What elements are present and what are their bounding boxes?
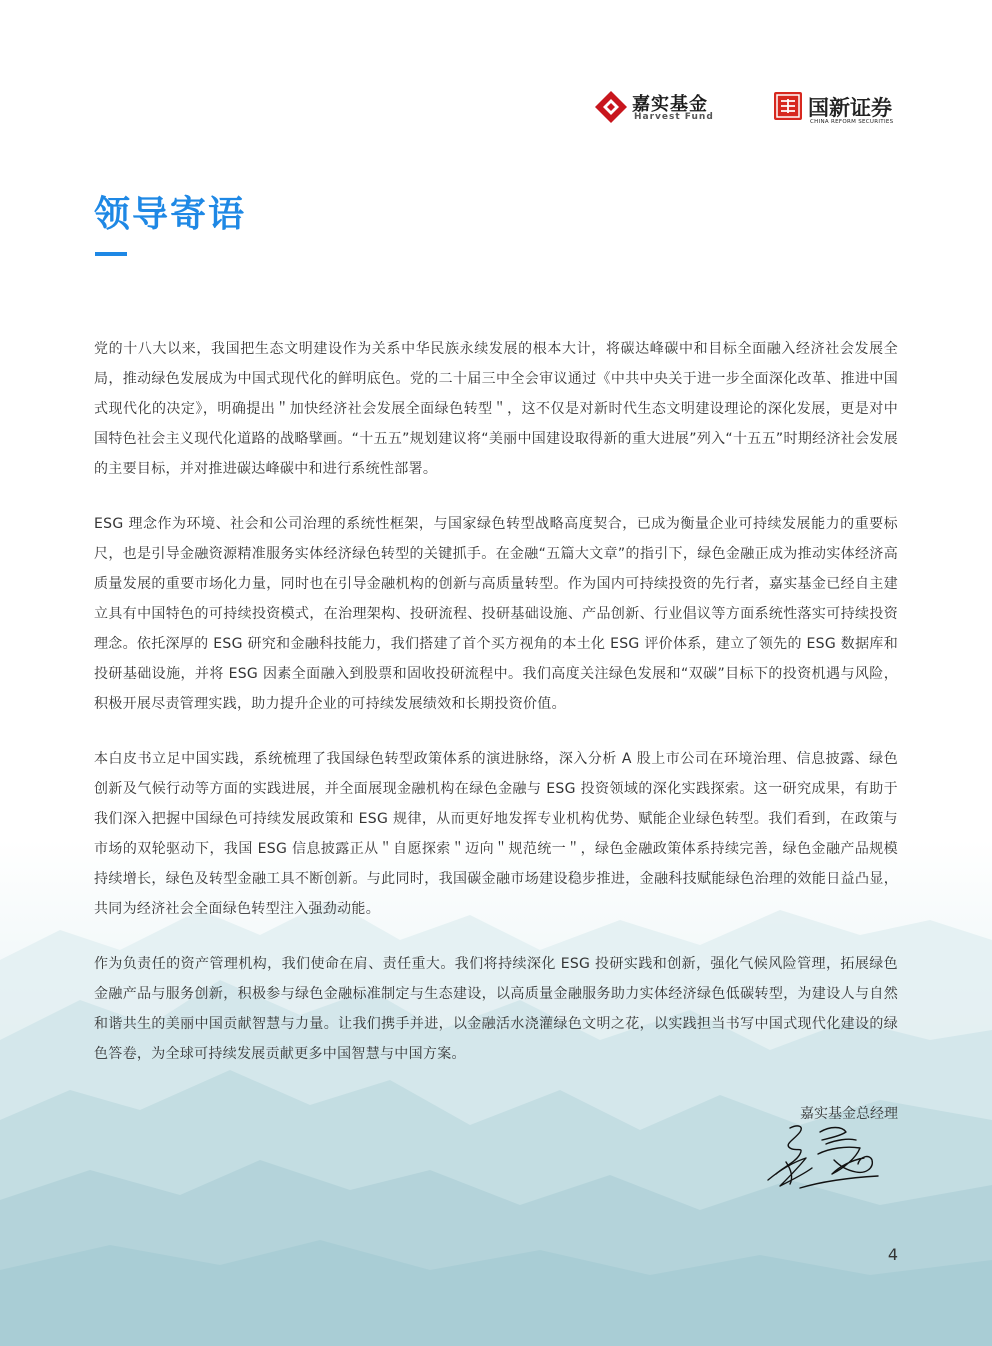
page-number: 4	[887, 1245, 898, 1264]
paragraph: 党的十八大以来，我国把生态文明建设作为关系中华民族永续发展的根本大计，将碳达峰碳中和目标全面融入经济社会发展全局，推动绿色发展成为中国式现代化的鲜明底色。党的二十届三中全会审议通过《中共中央关于进一步全面深化改革、推进中国式现代化的决定》，明确提出＂加快经济社会发展全面绿色转型＂，这不仅是对新时代生态文明建设理论的深化发展，更是对中国特色社会主义现代化道路的战略擘画。“十五五”规划建议将“美丽中国建设取得新的重大进展”列入“十五五”时期经济社会发展的主要目标，并对推进碳达峰碳中和进行系统性部署。	[94, 341, 898, 477]
harvest-diamond-icon	[594, 90, 628, 124]
china-reform-securities-logo	[774, 92, 904, 128]
page-title: 领导寄语	[94, 194, 247, 235]
china-reform-seal-icon	[774, 92, 802, 120]
handwritten-signature	[760, 1118, 890, 1194]
china-reform-logo-en: CHINA REFORM SECURITIES	[810, 119, 894, 125]
harvest-logo-en: Harvest Fund	[634, 112, 714, 122]
message-body	[94, 334, 898, 1094]
paragraph: 作为负责任的资产管理机构，我们使命在肩、责任重大。我们将持续深化 ESG 投研实践和创新，强化气候风险管理，拓展绿色金融产品与服务创新，积极参与绿色金融标准制定与生态建设，以高质量金融服务助力实体经济绿色低碳转型，为建设人与自然和谐共生的美丽中国贡献智慧与力量。让我们携手并进，以金融活水浇灌绿色文明之花，以实践担当书写中国式现代化建设的绿色答卷，为全球可持续发展贡献更多中国智慧与中国方案。	[94, 956, 898, 1062]
harvest-logo-cn: 嘉实基金	[632, 94, 708, 115]
china-reform-logo-cn: 国新证券	[808, 96, 892, 120]
signature-title: 嘉实基金总经理	[800, 1106, 898, 1122]
header-logos	[0, 88, 992, 132]
title-underline	[95, 252, 127, 256]
harvest-fund-logo	[594, 88, 724, 128]
paragraph: 本白皮书立足中国实践，系统梳理了我国绿色转型政策体系的演进脉络，深入分析 A 股上市公司在环境治理、信息披露、绿色创新及气候行动等方面的实践进展，并全面展现金融机构在绿色金融与 ESG 投资领域的深化实践探索。这一研究成果，有助于我们深入把握中国绿色可持续发展政策和 ESG 规律，从而更好地发挥专业机构优势、赋能企业绿色转型。我们看到，在政策与市场的双轮驱动下，我国 ESG 信息披露正从＂自愿探索＂迈向＂规范统一＂，绿色金融政策体系持续完善，绿色金融产品规模持续增长，绿色及转型金融工具不断创新。与此同时，我国碳金融市场建设稳步推进，金融科技赋能绿色治理的效能日益凸显，共同为经济社会全面绿色转型注入强劲动能。	[94, 751, 898, 917]
paragraph: ESG 理念作为环境、社会和公司治理的系统性框架，与国家绿色转型战略高度契合，已成为衡量企业可持续发展能力的重要标尺，也是引导金融资源精准服务实体经济绿色转型的关键抓手。在金融“五篇大文章”的指引下，绿色金融正成为推动实体经济高质量发展的重要市场化力量，同时也在引导金融机构的创新与高质量转型。作为国内可持续投资的先行者，嘉实基金已经自主建立具有中国特色的可持续投资模式，在治理架构、投研流程、投研基础设施、产品创新、行业倡议等方面系统性落实可持续投资理念。依托深厚的 ESG 研究和金融科技能力，我们搭建了首个买方视角的本土化 ESG 评价体系，建立了领先的 ESG 数据库和投研基础设施，并将 ESG 因素全面融入到股票和固收投研流程中。我们高度关注绿色发展和“双碳”目标下的投资机遇与风险，积极开展尽责管理实践，助力提升企业的可持续发展绩效和长期投资价值。	[94, 516, 898, 712]
